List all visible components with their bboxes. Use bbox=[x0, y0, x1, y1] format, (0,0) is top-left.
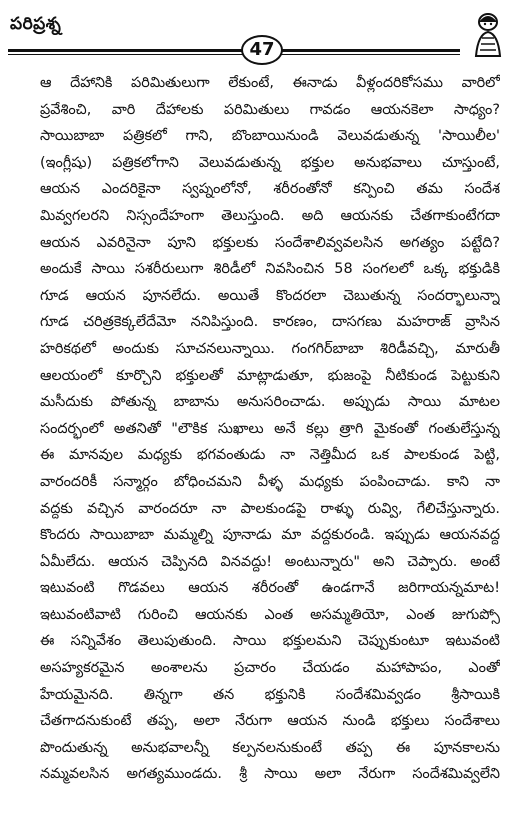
text-line: పొందుతున్న అనుభవాలన్నీ కల్పనలనుకుంటే తప్ప ఈ పూనకాలను bbox=[40, 739, 500, 756]
text-line: ఆలయంలో కూర్చొని భక్తులతో మాట్లాడుతూ, భుజంపై నీటికుండ పెట్టుకుని bbox=[40, 367, 500, 384]
text-line: ప్రవేశించి, వారి దేహాలకు పరిమితులు గావడం ఆయనకెలా సాధ్యం? bbox=[40, 101, 500, 118]
text-line: చేతగాదనుకుంటే తప్ప, అలా నేరుగా ఆయన నుండి భక్తులు సందేశాలు bbox=[40, 713, 500, 730]
text-line: మసీదుకు పోతున్న బాబాను అనుసరించాడు. అప్పుడు సాయి మాటల bbox=[40, 394, 500, 411]
body-text bbox=[40, 70, 500, 788]
saibaba-emblem-icon bbox=[466, 8, 510, 58]
page-number: 47 bbox=[241, 35, 283, 65]
text-line: ఇటువంటివాటి గురించి ఆయనకు ఎంత అసమ్మతియో, ఎంత జుగుప్సో bbox=[40, 606, 500, 623]
running-title: పరిప్రశ్న bbox=[10, 14, 62, 34]
text-line: ఆయన ఎందరికైనా స్వప్నంలోనో, శరీరంతోనో కన్పించి తమ సందేశ bbox=[40, 181, 500, 198]
text-line: నమ్మవలసిన అగత్యముండదు. శ్రీ సాయి అలా నేరుగా సందేశమివ్వలేని bbox=[40, 766, 500, 783]
text-line: అందుకే సాయి సశరీరులుగా శిరిడీలో నివసించిన 58 సంగలలో ఒక్క భక్తుడికి bbox=[40, 261, 500, 278]
text-line: కొందరు సాయిబాబా మమ్మల్ని పూనాడు మా వద్దకురండి. ఇప్పుడు ఆయనవద్ద bbox=[40, 527, 500, 544]
text-line: సాయిబాబా పత్రికలో గాని, బొంబాయినుండి వెలువడుతున్న 'సాయిలీల' bbox=[40, 128, 500, 145]
text-line: ఆయన ఎవరినైనా పూని భక్తులకు సందేశాలివ్వవలసిన అగత్యం పట్టేది? bbox=[40, 234, 500, 251]
text-line: గూడ చరిత్రకెక్కలేదేమో ననిపిస్తుంది. కారణం, దాసగణు మహరాజ్ వ్రాసిన bbox=[40, 314, 500, 331]
text-line: హేయమైనది. తిన్నగా తన భక్తునికి సందేశమివ్వడం శ్రీసాయికి bbox=[40, 686, 500, 703]
text-line: ఆ దేహానికి పరిమితులుగా లేకుంటే, ఈనాడు వీళ్లందరికోసము వారిలో bbox=[40, 75, 500, 91]
text-line: వద్దకు వచ్చిన వారందరూ నా పాలకుండపై రాళ్ళు రువ్వి, గేలిచేస్తున్నారు. bbox=[40, 500, 500, 517]
text-line: వారందరికీ సన్మార్గం బోధించమని వీళ్ళ మధ్యకు పంపించాడు. కాని నా bbox=[40, 473, 500, 490]
text-line: (ఇంగ్లీషు) పత్రికలోగాని వెలువడుతున్న భక్తుల అనుభవాలు చూస్తుంటే, bbox=[40, 154, 500, 171]
text-line: ఈ మానవుల మధ్యకు భగవంతుడు నా నెత్తిమీద ఒక పాలకుండ పెట్టి, bbox=[40, 447, 500, 464]
header-rule bbox=[8, 49, 460, 55]
text-line: గూడ ఆయన పూనలేదు. అయితే కొందరలా చెబుతున్న సందర్భాలున్నా bbox=[40, 287, 500, 304]
text-line: ఈ సన్నివేశం తెలుపుతుంది. సాయి భక్తులమని చెప్పుకుంటూ ఇటువంటి bbox=[40, 633, 500, 650]
text-line: ఇటువంటి గొడవలు ఆయన శరీరంతో ఉండగానే జరిగాయన్నమాట! bbox=[40, 580, 500, 597]
text-line: ఏమీలేదు. ఆయన చెప్పినది వినవద్దు! అంటున్నారు" అని చెప్పారు. అంటే bbox=[40, 553, 500, 570]
text-line: హరికథలో అందుకు సూచనలున్నాయి. గంగగిర్‌బాబా శిరిడీవచ్చి, మారుతీ bbox=[40, 340, 500, 357]
text-line: సందర్భంలో అతనితో "లౌకిక సుఖాలు అనే కల్లు త్రాగి మైకంతో గంతులేస్తున్న bbox=[40, 420, 500, 437]
text-line: మివ్వగలరని నిస్సందేహంగా తెలుస్తుంది. అది ఆయనకు చేతగాకుంటేగదా bbox=[40, 207, 500, 224]
text-line: అసహ్యకరమైన అంశాలను ప్రచారం చేయడం మహాపాపం, ఎంతో bbox=[40, 660, 500, 677]
page-header bbox=[0, 0, 520, 64]
